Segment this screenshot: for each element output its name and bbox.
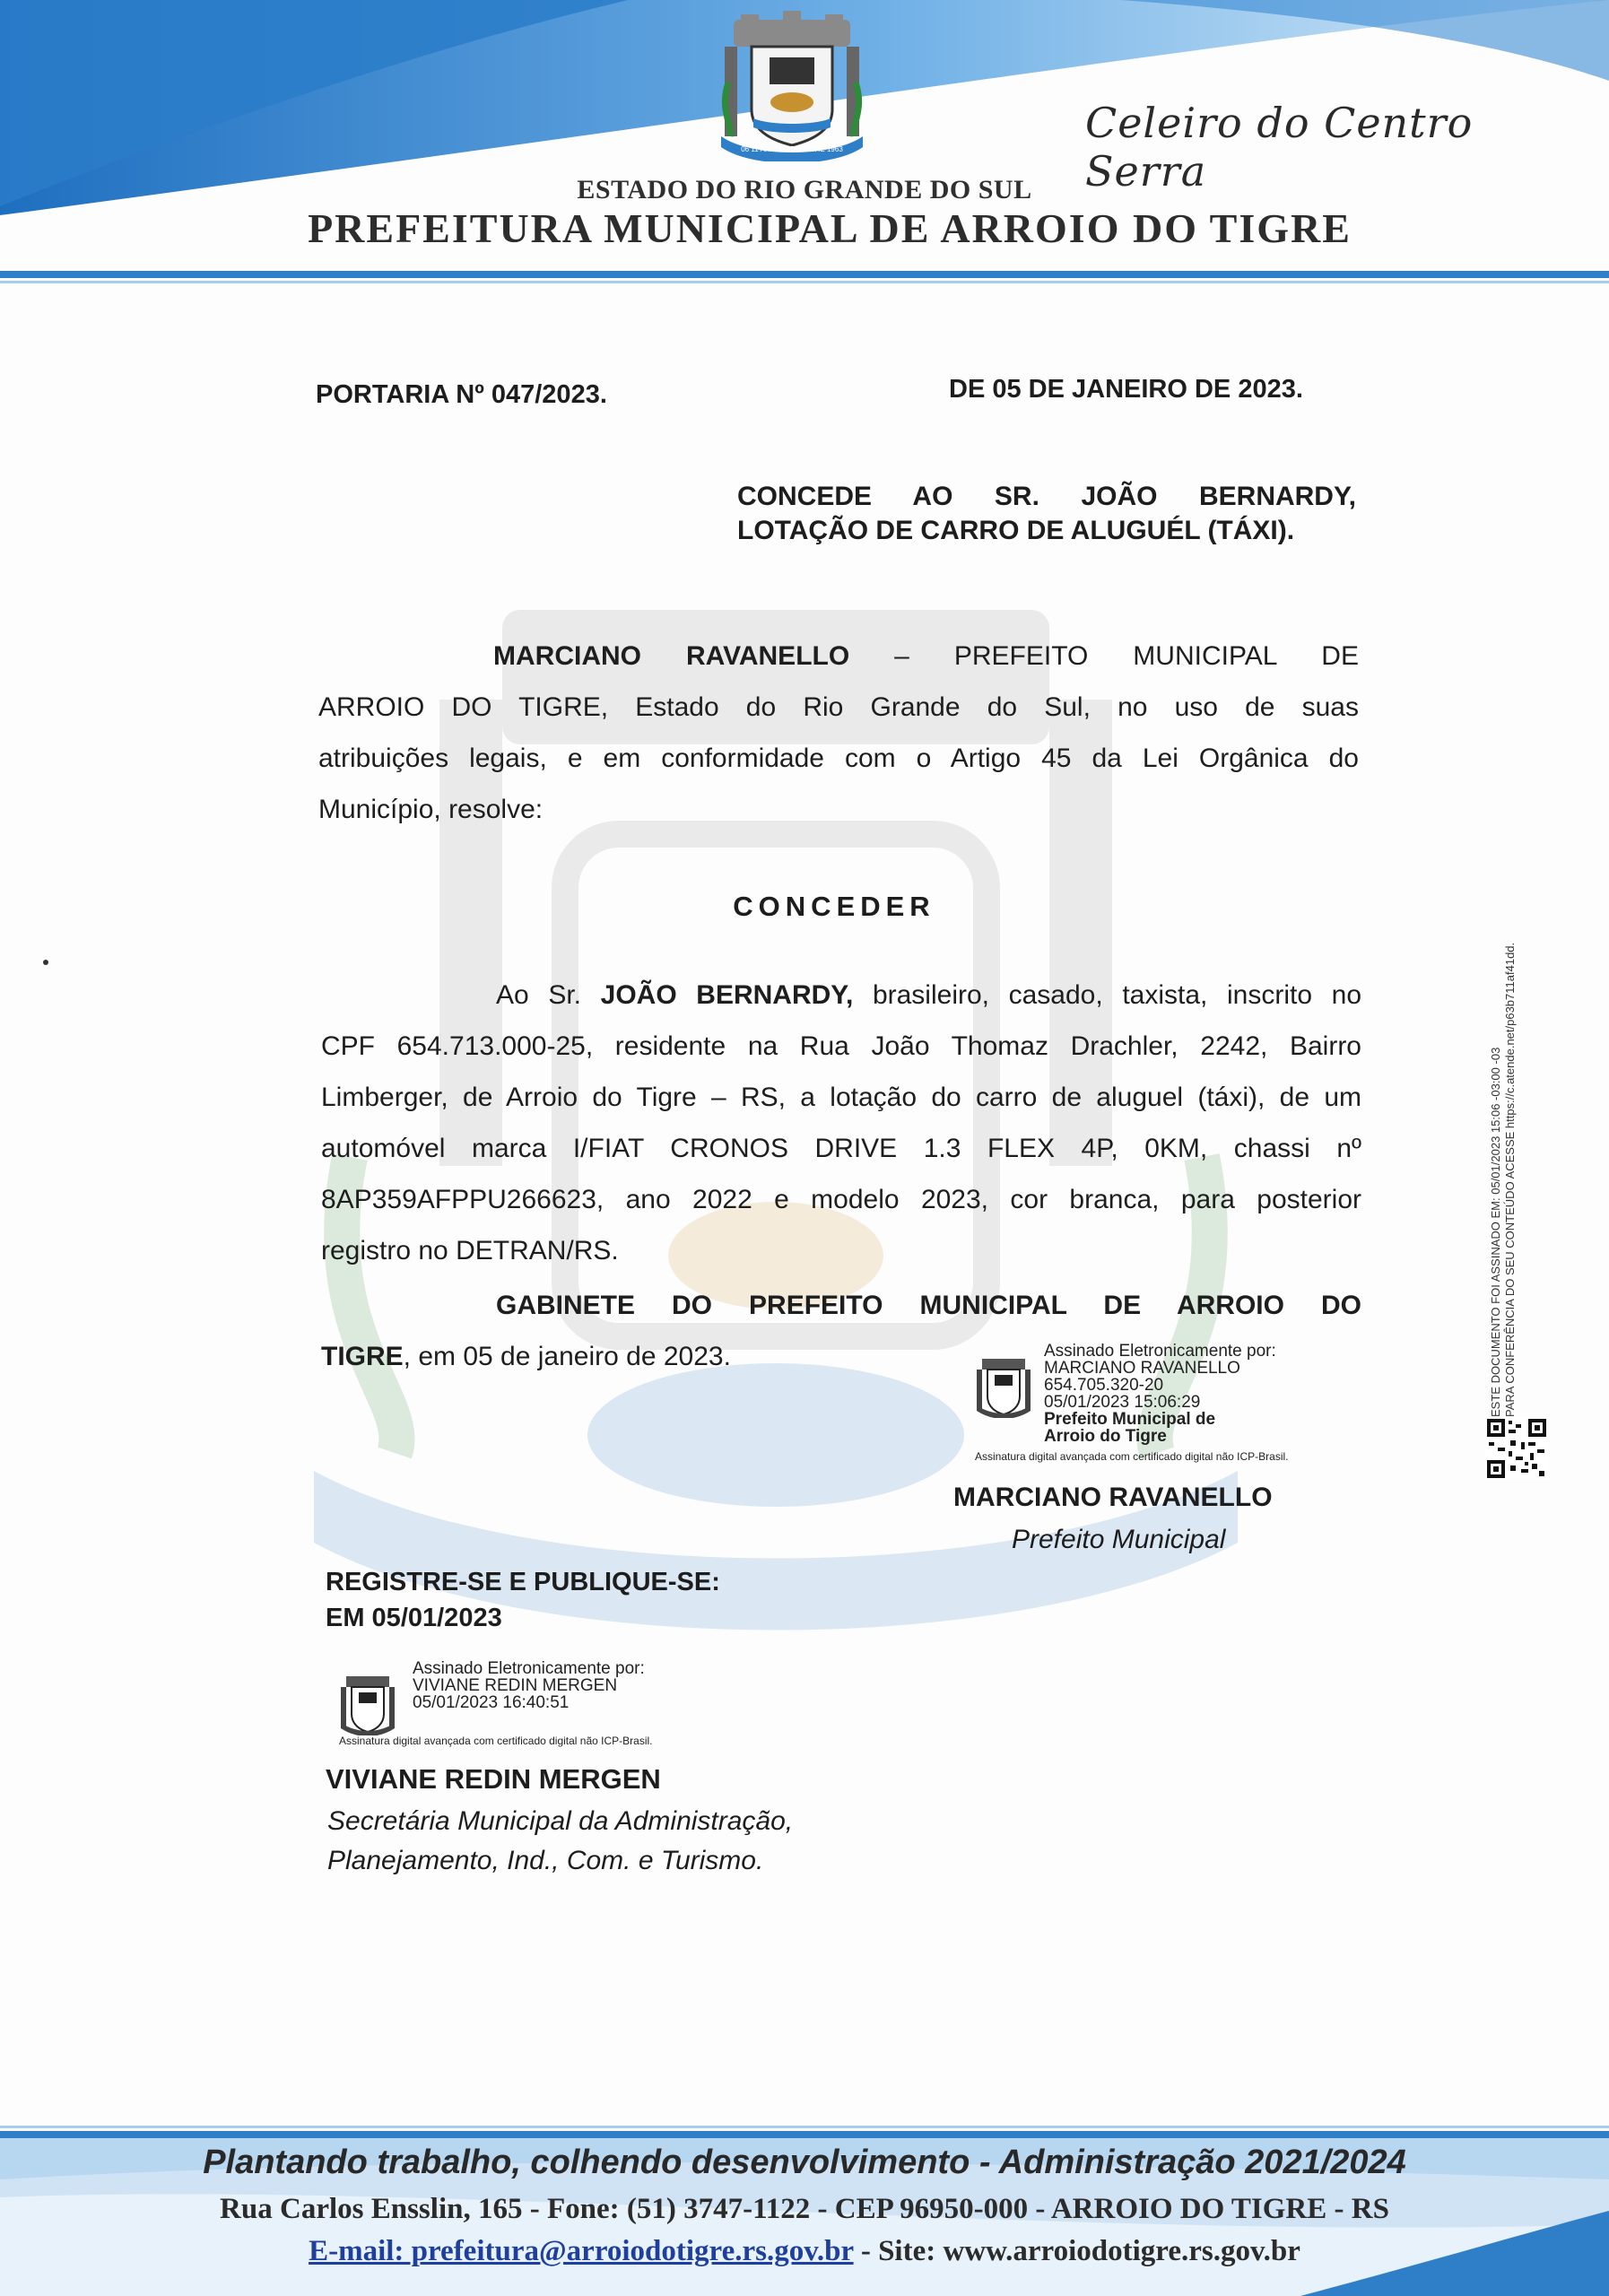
closing-line-1: GABINETE DO PREFEITO MUNICIPAL DE ARROIO DO	[496, 1291, 1361, 1320]
preamble-line-2: ARROIO DO TIGRE, Estado do Rio Grande do Sul, no uso de suas	[318, 692, 1359, 722]
signature-1-datetime: 05/01/2023 15:06:29	[1044, 1393, 1201, 1412]
body-line-5: 8AP359AFPPU266623, ano 2022 e modelo 2023, cor branca, para posterior	[321, 1185, 1361, 1214]
signature-1-text	[1044, 1343, 1276, 1445]
footer-slogan: Plantando trabalho, colhendo desenvolvimento - Administração 2021/2024	[203, 2144, 1406, 2181]
registre-line-1: REGISTRE-SE E PUBLIQUE-SE:	[326, 1568, 720, 1596]
action-heading: CONCEDER	[733, 891, 935, 922]
signature-2-datetime: 05/01/2023 16:40:51	[413, 1693, 570, 1712]
registre-line-2: EM 05/01/2023	[326, 1604, 502, 1632]
closing-line-2-rest: , em 05 de janeiro de 2023.	[403, 1342, 731, 1371]
body-line-1-pre: Ao Sr.	[496, 980, 601, 1010]
signer-2-role	[327, 1802, 793, 1881]
body-text	[321, 970, 1361, 1276]
signature-2-name: VIVIANE REDIN MERGEN	[413, 1676, 618, 1695]
signature-2-note: Assinatura digital avançada com certificado digital não ICP-Brasil.	[339, 1735, 653, 1747]
signature-2-label: Assinado Eletronicamente por:	[413, 1659, 645, 1678]
scan-mark	[43, 960, 48, 965]
signature-2-text	[413, 1660, 645, 1711]
preamble	[318, 631, 1359, 835]
preamble-line-3: atribuições legais, e em conformidade com o Artigo 45 da Lei Orgânica do	[318, 744, 1359, 773]
signer-2-name: VIVIANE REDIN MERGEN	[326, 1763, 661, 1795]
preamble-line-4: Município, resolve:	[318, 795, 544, 824]
signature-1-name: MARCIANO RAVANELLO	[1044, 1359, 1240, 1378]
signature-1-note: Assinatura digital avançada com certificado digital não ICP-Brasil.	[975, 1450, 1289, 1463]
signature-1-cpf: 654.705.320-20	[1044, 1376, 1164, 1395]
preamble-line-1	[318, 631, 1359, 682]
header-slogan: Celeiro do Centro Serra	[1085, 99, 1474, 196]
body-line-1-post: brasileiro, casado, taxista, inscrito no	[853, 980, 1362, 1010]
beneficiary-name-bold: JOÃO BERNARDY,	[600, 980, 854, 1010]
footer-site[interactable]: - Site: www.arroiodotigre.rs.gov.br	[853, 2235, 1300, 2267]
body-line-3: Limberger, de Arroio do Tigre – RS, a lotação do carro de aluguel (táxi), de um	[321, 1083, 1361, 1112]
portaria-number: PORTARIA Nº 047/2023.	[316, 380, 607, 409]
coat-of-arms-logo	[716, 11, 868, 161]
state-title: ESTADO DO RIO GRANDE DO SUL	[577, 175, 1032, 204]
verification-stamp	[1489, 789, 1518, 1417]
verification-stamp-line-1: ESTE DOCUMENTO FOI ASSINADO EM: 05/01/2023 15:06 -03:00 -03	[1489, 1047, 1502, 1417]
portaria-date: DE 05 DE JANEIRO DE 2023.	[949, 375, 1303, 404]
signature-1-label: Assinado Eletronicamente por:	[1044, 1342, 1276, 1361]
signature-1-role-line-1: Prefeito Municipal de	[1044, 1410, 1216, 1429]
seal-icon	[339, 1673, 396, 1735]
body-line-1	[321, 970, 1361, 1021]
prefeitura-title: PREFEITURA MUNICIPAL DE ARROIO DO TIGRE	[308, 205, 1352, 251]
body-line-4: automóvel marca I/FIAT CRONOS DRIVE 1.3 FLEX 4P, 0KM, chassi nº	[321, 1134, 1361, 1163]
footer-address: Rua Carlos Ensslin, 165 - Fone: (51) 3747-1122 - CEP 96950-000 - ARROIO DO TIGRE - RS	[220, 2193, 1389, 2225]
body-line-6: registro no DETRAN/RS.	[321, 1236, 619, 1265]
footer-contact	[0, 2235, 1609, 2268]
seal-icon	[975, 1355, 1032, 1418]
footer-email-link[interactable]: E-mail: prefeitura@arroiodotigre.rs.gov.br	[309, 2235, 854, 2267]
verification-stamp-line-2: PARA CONFERÊNCIA DO SEU CONTEÚDO ACESSE https://c.atende.net/p63b711af41dd.	[1503, 942, 1517, 1417]
mayor-name-bold: MARCIANO RAVANELLO	[493, 641, 850, 671]
preamble-line-1-rest: – PREFEITO MUNICIPAL DE	[849, 641, 1359, 671]
signer-1-role: Prefeito Municipal	[1012, 1525, 1226, 1554]
signer-2-role-line-2: Planejamento, Ind., Com. e Turismo.	[327, 1846, 764, 1875]
coat-of-arms-text: 06 11 ARROIO DO TIGRE 1963	[741, 145, 843, 153]
signer-2-role-line-1: Secretária Municipal da Administração,	[327, 1806, 794, 1836]
body-line-2: CPF 654.713.000-25, residente na Rua João Thomaz Drachler, 2242, Bairro	[321, 1031, 1361, 1061]
qr-code-icon[interactable]	[1485, 1417, 1548, 1480]
closing-bold-tigre: TIGRE	[321, 1342, 404, 1371]
registre-block	[326, 1564, 720, 1636]
signer-1-name: MARCIANO RAVANELLO	[953, 1483, 1273, 1512]
signature-1-role-line-2: Arroio do Tigre	[1044, 1427, 1167, 1446]
ementa: CONCEDE AO SR. JOÃO BERNARDY, LOTAÇÃO DE CARRO DE ALUGUÉL (TÁXI).	[737, 482, 1356, 545]
